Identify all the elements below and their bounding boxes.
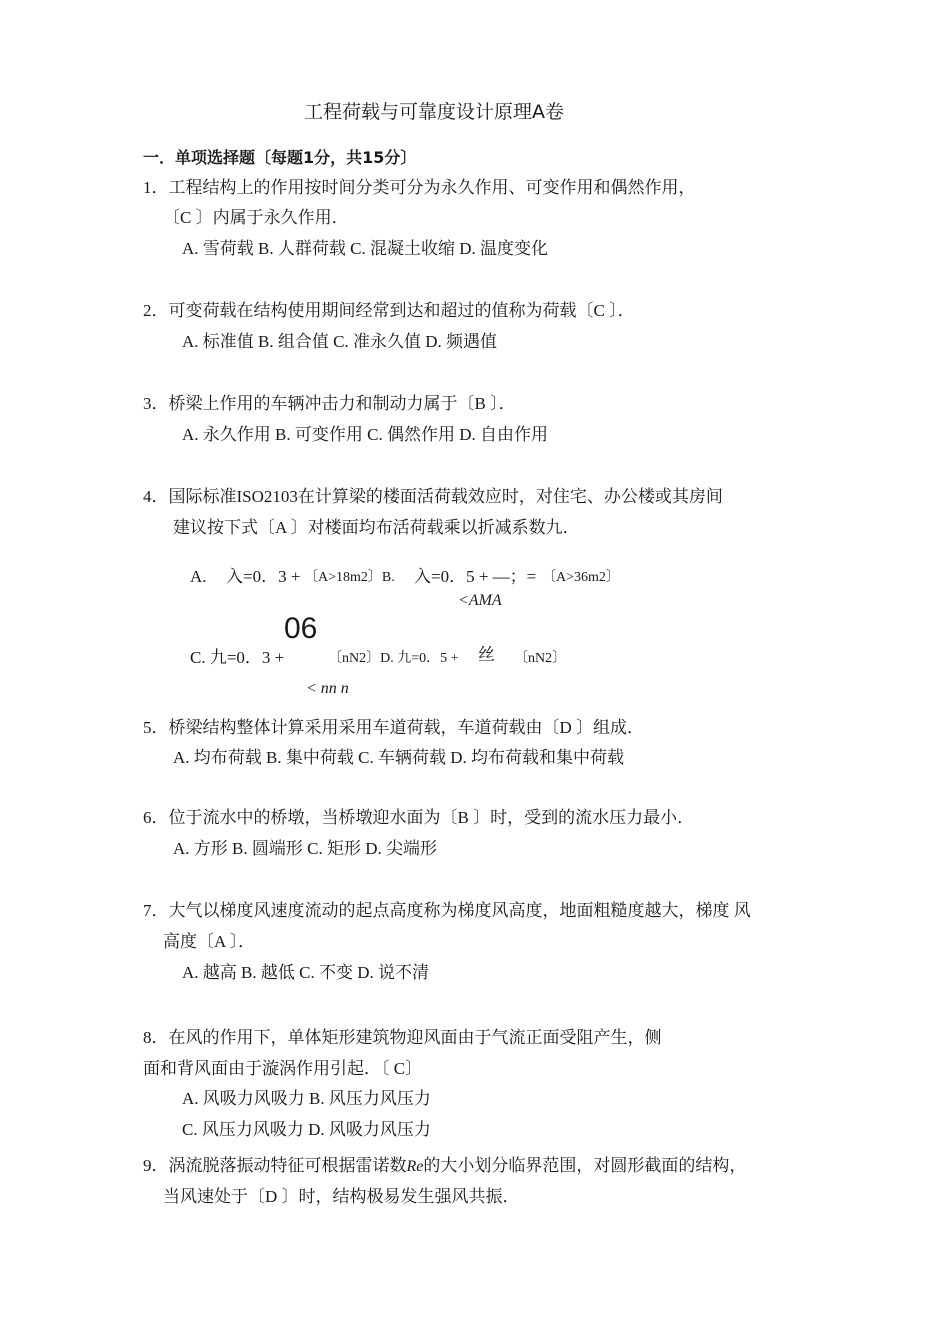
- question-9-text-post: 的大小划分临界范围，对圆形截面的结构，: [423, 1156, 747, 1175]
- option-a-label: A.: [190, 567, 207, 586]
- question-8-options-cd: C. 风压力风吸力 D. 风吸力风压力: [182, 1120, 431, 1139]
- option-a-formula: 入=0．3 +: [226, 567, 301, 586]
- option-c-condition: 〔nN2〕D. 九=0．5 +: [328, 651, 459, 666]
- question-6-options: A. 方形 B. 圆端形 C. 矩形 D. 尖端形: [173, 839, 437, 858]
- question-2-options: A. 标准值 B. 组合值 C. 准永久值 D. 频遇值: [182, 332, 497, 351]
- section-header: 一．单项选择题〔每题1分，共15分〕: [143, 148, 417, 167]
- question-1-options: A. 雪荷载 B. 人群荷载 C. 混凝土收缩 D. 温度变化: [182, 239, 548, 258]
- reynolds-number-symbol: Re: [406, 1158, 424, 1175]
- question-7-options: A. 越高 B. 越低 C. 不变 D. 说不清: [182, 963, 429, 982]
- question-7-text: 7．大气以梯度风速度流动的起点高度称为梯度风高度，地面粗糙度越大，梯度 风: [143, 901, 751, 920]
- option-d-condition: 〔nN2〕: [514, 651, 567, 666]
- question-9-text: [143, 1156, 746, 1177]
- option-b-formula: 入=0．5 + —；=: [414, 567, 537, 586]
- formula-numerator-06: 06: [284, 612, 318, 645]
- question-1-text-cont: 〔C 〕内属于永久作用．: [163, 208, 349, 227]
- question-5-options: A. 均布荷载 B. 集中荷载 C. 车辆荷载 D. 均布荷载和集中荷载: [173, 748, 624, 767]
- option-a-condition: 〔A>18m2〕B.: [304, 570, 395, 585]
- question-4-text-cont: 建议按下式〔A 〕对楼面均布活荷载乘以折减系数九．: [173, 518, 580, 537]
- question-8-text: 8．在风的作用下，单体矩形建筑物迎风面由于气流正面受阻产生，侧: [143, 1028, 662, 1047]
- question-4-text: 4．国际标准ISO2103在计算梁的楼面活荷载效应时，对住宅、办公楼或其房间: [143, 487, 723, 506]
- option-d-symbol: 丝: [478, 645, 495, 664]
- option-c-formula: C. 九=0．3 +: [190, 648, 285, 667]
- question-3-options: A. 永久作用 B. 可变作用 C. 偶然作用 D. 自由作用: [182, 425, 548, 444]
- question-7-text-cont: 高度〔A 〕．: [163, 932, 256, 951]
- page-title: 工程荷载与可靠度设计原理A卷: [304, 101, 564, 123]
- question-3-text: 3．桥梁上作用的车辆冲击力和制动力属于〔B 〕．: [143, 394, 516, 413]
- option-b-denominator: <AMA: [458, 592, 502, 609]
- option-c-denominator: < nn n: [306, 680, 349, 697]
- question-6-text: 6．位于流水中的桥墩，当桥墩迎水面为〔B 〕时，受到的流水压力最小．: [143, 808, 695, 827]
- question-5-text: 5．桥梁结构整体计算采用采用车道荷载，车道荷载由〔D 〕组成．: [143, 718, 645, 737]
- question-9-text-cont: 当风速处于〔D 〕时，结构极易发生强风共振．: [163, 1187, 520, 1206]
- question-8-options-ab: A. 风吸力风吸力 B. 风压力风压力: [182, 1089, 431, 1108]
- question-9-text-pre: 9．涡流脱落振动特征可根据雷诺数: [143, 1156, 407, 1175]
- question-1-text: 1．工程结构上的作用按时间分类可分为永久作用、可变作用和偶然作用，: [143, 178, 696, 197]
- option-b-condition: 〔A>36m2〕: [542, 570, 620, 585]
- question-2-text: 2．可变荷载在结构使用期间经常到达和超过的值称为荷载〔C 〕．: [143, 301, 635, 320]
- question-8-text-cont: 面和背风面由于漩涡作用引起．〔 C〕: [143, 1059, 423, 1078]
